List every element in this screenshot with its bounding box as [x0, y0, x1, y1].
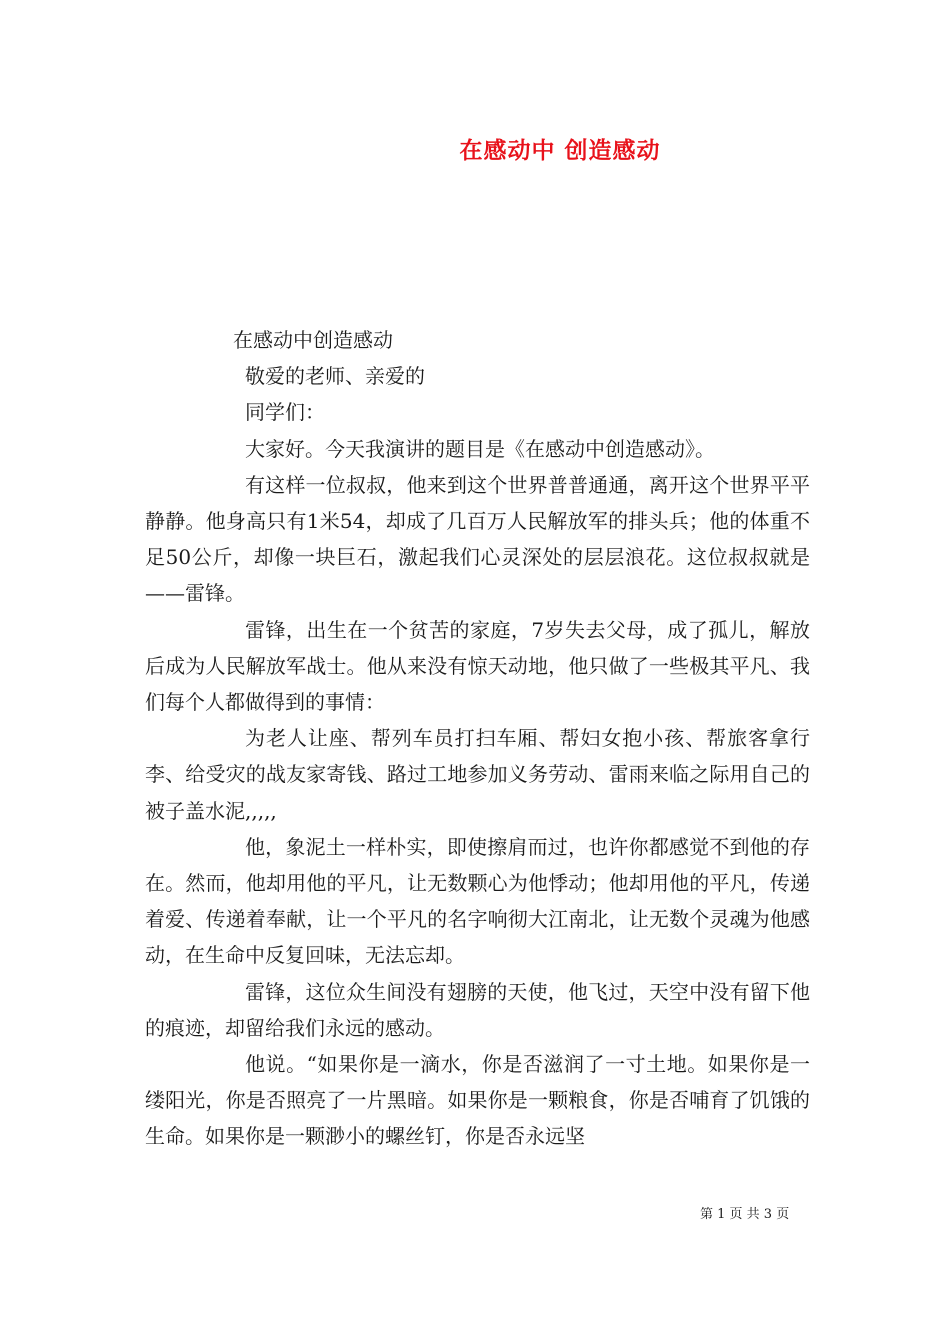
paragraph: 有这样一位叔叔，他来到这个世界普普通通，离开这个世界平平静静。他身高只有1米54，却成了几百万人民解放军的排头兵；他的体重不足50公斤，却像一块巨石，激起我们心灵深处的层层浪花。这位叔叔就是——雷锋。 [145, 472, 810, 606]
paragraph: 为老人让座、帮列车员打扫车厢、帮妇女抱小孩、帮旅客拿行李、给受灾的战友家寄钱、路过工地参加义务劳动、雷雨来临之际用自己的被子盖水泥,,,,, [145, 726, 810, 823]
paragraph: 他，象泥土一样朴实，即使擦肩而过，也许你都感觉不到他的存在。然而，他却用他的平凡，让无数颗心为他悸动；他却用他的平凡，传递着爱、传递着奉献，让一个平凡的名字响彻大江南北，让无数个灵魂为他感动，在生命中反复回味，无法忘却。 [145, 834, 810, 968]
paragraph: 大家好。今天我演讲的题目是《在感动中创造感动》。 [245, 436, 715, 461]
document-body [145, 322, 810, 1155]
paragraph: 雷锋，这位众生间没有翅膀的天使，他飞过，天空中没有留下他的痕迹，却留给我们永远的感动。 [145, 979, 810, 1040]
page-number: 第 1 页 共 3 页 [700, 1207, 790, 1222]
paragraph: 雷锋，出生在一个贫苦的家庭，7岁失去父母，成了孤儿，解放后成为人民解放军战士。他从来没有惊天动地，他只做了一些极其平凡、我们每个人都做得到的事情： [145, 617, 810, 715]
greeting-line: 敬爱的老师、亲爱的 [245, 364, 425, 389]
speech-title: 在感动中创造感动 [233, 328, 393, 352]
greeting-line: 同学们： [245, 400, 325, 425]
document-title: 在感动中 创造感动 [459, 137, 661, 164]
paragraph: 他说。“如果你是一滴水，你是否滋润了一寸土地。如果你是一缕阳光，你是否照亮了一片黑暗。如果你是一颗粮食，你是否哺育了饥饿的生命。如果你是一颗渺小的螺丝钉，你是否永远坚 [145, 1052, 810, 1149]
